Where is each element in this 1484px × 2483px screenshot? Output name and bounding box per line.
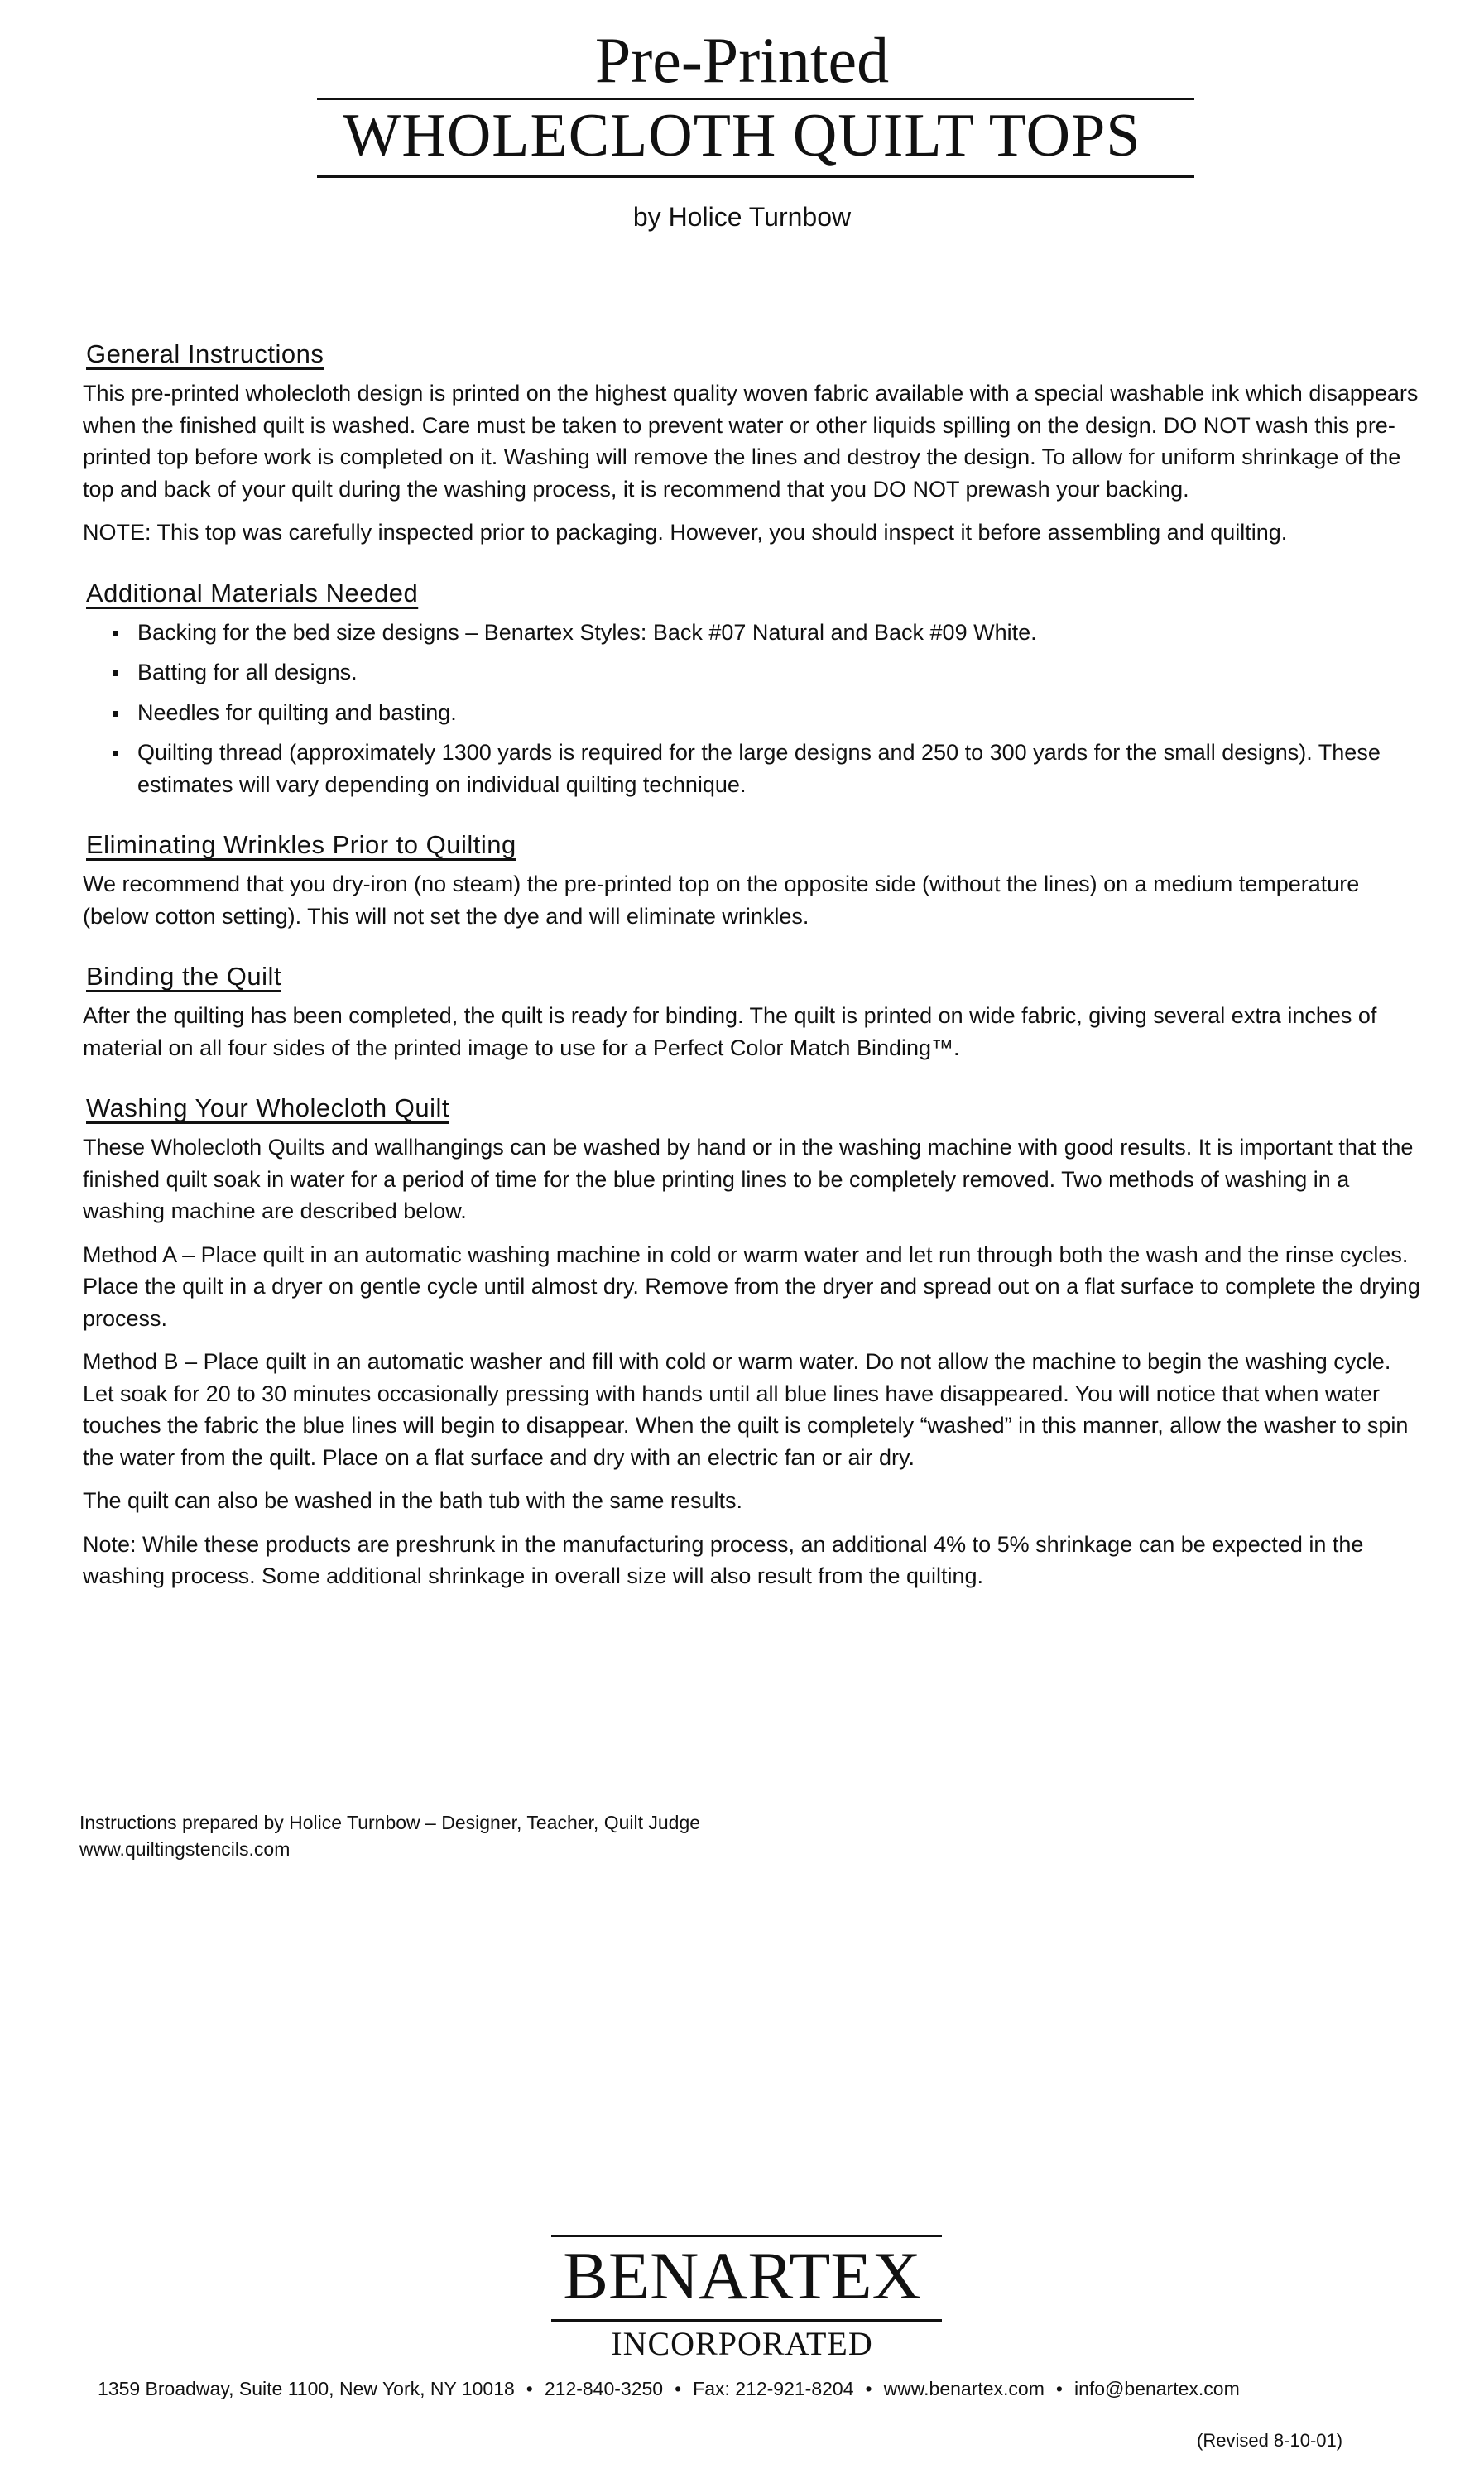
website-link: www.benartex.com [883, 2378, 1045, 2399]
bullet-icon [113, 670, 118, 676]
section-heading: General Instructions [86, 339, 324, 368]
author-byline: by Holice Turnbow [632, 202, 852, 232]
separator-dot: • [675, 2378, 682, 2399]
bullet-icon [113, 631, 118, 636]
section-eliminating-wrinkles [83, 828, 1424, 932]
address: 1359 Broadway, Suite 1100, New York, NY 10018 [98, 2378, 515, 2399]
list-item [83, 656, 1424, 689]
list-item-text: Quilting thread (approximately 1300 yards is required for the large designs and 250 to 300 yards for the small designs). These estimates will vary depending on individual quilting technique. [137, 740, 1381, 797]
note-paragraph: NOTE: This top was carefully inspected prior to packaging. However, you should inspect it before assembling and quilting. [83, 520, 1288, 545]
company-contact [98, 2375, 1422, 2402]
bullet-icon [113, 751, 118, 756]
section-heading: Eliminating Wrinkles Prior to Quilting [86, 830, 516, 859]
company-logo: BENARTEX [563, 2238, 921, 2313]
section-heading: Additional Materials Needed [86, 578, 419, 608]
section-heading: Washing Your Wholecloth Quilt [86, 1093, 449, 1122]
paragraph: The quilt can also be washed in the bath tub with the same results. [83, 1488, 742, 1513]
title-divider-bottom [317, 175, 1194, 178]
method-b-paragraph: Method B – Place quilt in an automatic washer and fill with cold or warm water. Do not allow the machine to begin the washing cycle. Let soak for 20 to 30 minutes occasionally pressing with hands until all blue lines have disappeared. You will notice that when water touches the fabric the blue lines will begin to disappear. When the quilt is completely “washed” in this manner, allow the washer to spin the water from the quilt. Place on a flat surface and dry with an electric fan or air dry. [83, 1349, 1409, 1470]
list-item [83, 737, 1424, 800]
section-washing [83, 1092, 1424, 1592]
paragraph: This pre-printed wholecloth design is printed on the highest quality woven fabric available with a special washable ink which disappears when the finished quilt is washed. Care must be taken to prevent water or other liquids spilling on the design. DO NOT wash this pre-printed top before work is completed on it. Washing will remove the lines and destroy the design. To allow for uniform shrinkage of the top and back of your quilt during the washing process, it is recommend that you DO NOT prewash your backing. [83, 381, 1419, 502]
section-binding [83, 960, 1424, 1064]
separator-dot: • [526, 2378, 533, 2399]
email-link: info@benartex.com [1073, 2378, 1240, 2399]
method-a-paragraph: Method A – Place quilt in an automatic washing machine in cold or warm water and let run through both the wash and the rinse cycles. Place the quilt in a dryer on gentle cycle until almost dry. Remove from the dryer and spread out on a flat surface to complete the drying process. [83, 1242, 1420, 1331]
phone: 212-840-3250 [544, 2378, 664, 2399]
title-pre-printed: Pre-Printed [594, 24, 890, 96]
list-item [83, 697, 1424, 729]
separator-dot: • [1055, 2378, 1063, 2399]
company-logo-subtitle: INCORPORATED [611, 2325, 873, 2362]
page-title: WHOLECLOTH QUILT TOPS [343, 102, 1141, 170]
note-paragraph: Note: While these products are preshrunk in the manufacturing process, an additional 4% to 5% shrinkage can be expected in the washing process. Some additional shrinkage in overall size will also result from the quilting. [83, 1531, 1364, 1588]
list-item [83, 617, 1424, 649]
separator-dot: • [865, 2378, 872, 2399]
list-item-text: Backing for the bed size designs – Benartex Styles: Back #07 Natural and Back #09 White. [137, 619, 1037, 645]
revision-date: (Revised 8-10-01) [1197, 2430, 1343, 2451]
paragraph: After the quilting has been completed, the quilt is ready for binding. The quilt is printed on wide fabric, giving several extra inches of material on all four sides of the printed image to use for a Perfect Color Match Binding™. [83, 1003, 1377, 1060]
fax: Fax: 212-921-8204 [693, 2378, 854, 2399]
logo-divider-bottom [551, 2319, 942, 2322]
credits-website: www.quiltingstencils.com [79, 1838, 291, 1860]
paragraph: These Wholecloth Quilts and wallhangings can be washed by hand or in the washing machine with good results. It is important that the finished quilt soak in water for a period of time for the blue printing lines to be completely removed. Two methods of washing in a washing machine are described below. [83, 1135, 1414, 1223]
section-general-instructions [83, 338, 1424, 549]
list-item-text: Batting for all designs. [137, 660, 358, 684]
bullet-icon [113, 711, 118, 717]
instructions-body [83, 338, 1424, 1621]
section-materials [83, 577, 1424, 801]
credits [79, 1809, 700, 1862]
credits-line: Instructions prepared by Holice Turnbow – Designer, Teacher, Quilt Judge [79, 1812, 701, 1833]
list-item-text: Needles for quilting and basting. [137, 699, 457, 725]
materials-list [83, 617, 1424, 801]
section-heading: Binding the Quilt [86, 962, 281, 991]
paragraph: We recommend that you dry-iron (no steam) the pre-printed top on the opposite side (without the lines) on a medium temperature (below cotton setting). This will not set the dye and will eliminate wrinkles. [83, 872, 1360, 929]
